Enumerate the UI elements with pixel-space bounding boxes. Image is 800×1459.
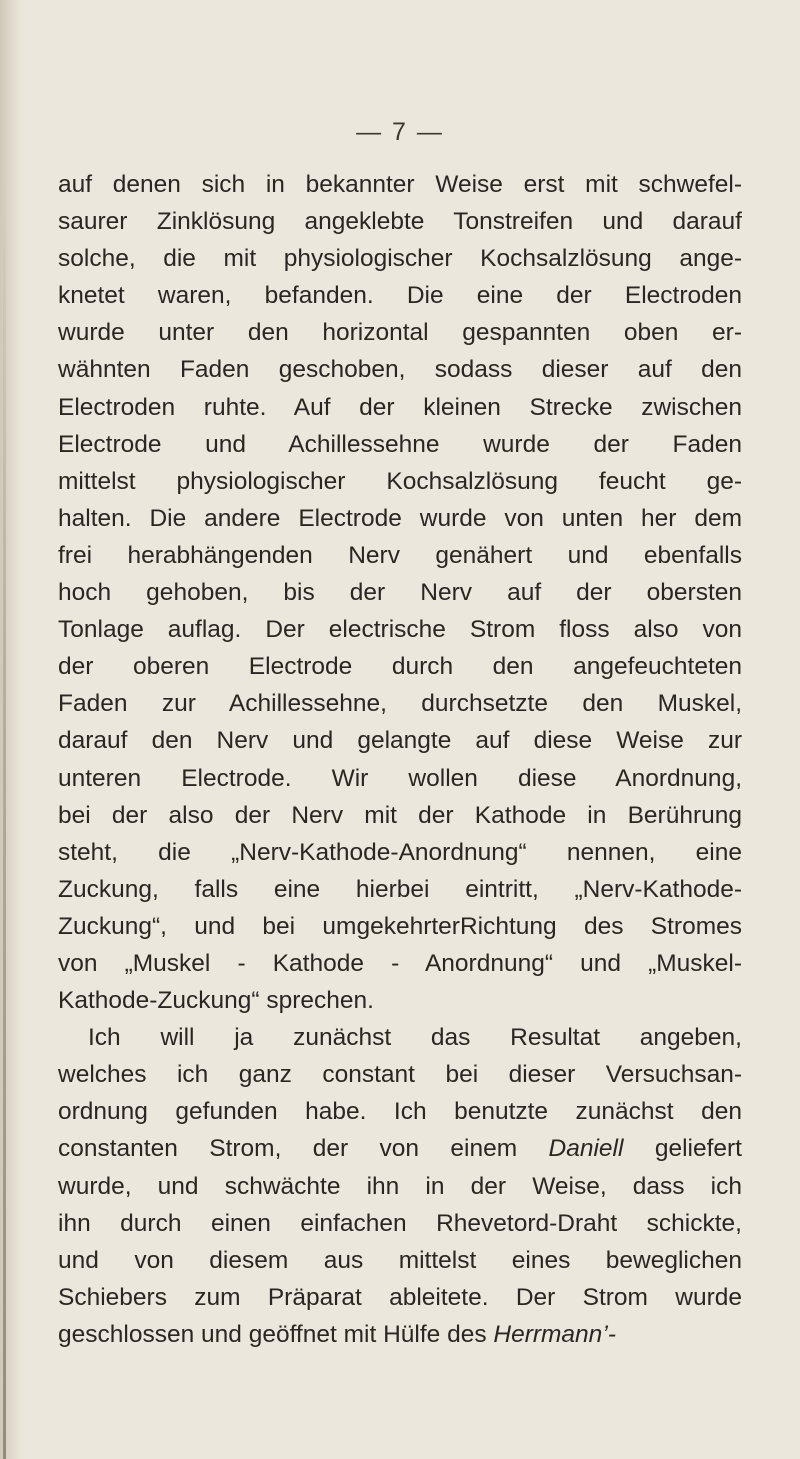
text-line: steht, die „Nerv-Kathode-Anordnung“ nennen, eine — [58, 838, 742, 866]
text-line: frei herabhängenden Nerv genähert und ebenfalls — [58, 541, 742, 569]
text-line: Kathode-Zuckung“ sprechen. — [58, 987, 374, 1015]
text-line-mixed — [58, 1130, 742, 1167]
text-line: Schiebers zum Präparat ableitete. Der Strom wurde — [58, 1283, 742, 1311]
text-line: der oberen Electrode durch den angefeuchteten — [58, 653, 742, 681]
text-segment: constanten Strom, der von einem — [58, 1135, 518, 1163]
text-line: welches ich ganz constant bei dieser Versuchsan- — [58, 1061, 742, 1089]
text-line: Zuckung, falls eine hierbei eintritt, „Nerv-Kathode- — [58, 875, 742, 903]
text-line: saurer Zinklösung angeklebte Tonstreifen und darauf — [58, 208, 742, 236]
text-line: wurde unter den horizontal gespannten oben er- — [58, 319, 742, 347]
text-line: mittelst physiologischer Kochsalzlösung feucht ge- — [58, 467, 742, 495]
text-line: Electroden ruhte. Auf der kleinen Strecke zwischen — [58, 393, 742, 421]
page-number: — 7 — — [356, 118, 444, 146]
text-line: ihn durch einen einfachen Rhevetord-Draht schickte, — [58, 1209, 742, 1237]
text-line: von „Muskel - Kathode - Anordnung“ und „Muskel- — [58, 949, 742, 977]
text-line: Ich will ja zunächst das Resultat angeben, — [88, 1024, 742, 1052]
text-line: unteren Electrode. Wir wollen diese Anordnung, — [58, 764, 742, 792]
text-line: bei der also der Nerv mit der Kathode in Berührung — [58, 801, 742, 829]
text-line: darauf den Nerv und gelangte auf diese Weise zur — [58, 727, 742, 755]
text-line: solche, die mit physiologischer Kochsalzlösung ange- — [58, 245, 742, 273]
text-line: hoch gehoben, bis der Nerv auf der obersten — [58, 579, 742, 607]
text-segment: geschlossen und geöffnet mit Hülfe des — [58, 1320, 487, 1348]
italic-name-daniell: Daniell — [548, 1135, 624, 1163]
text-line: Zuckung“, und bei umgekehrterRichtung des Stromes — [58, 912, 742, 940]
italic-name-herrmann: Herrmann’- — [493, 1320, 616, 1348]
text-line: wähnten Faden geschoben, sodass dieser auf den — [58, 356, 742, 384]
text-line: wurde, und schwächte ihn in der Weise, dass ich — [58, 1172, 742, 1200]
text-line: und von diesem aus mittelst eines beweglichen — [58, 1246, 742, 1274]
text-line: Electrode und Achillessehne wurde der Faden — [58, 430, 742, 458]
text-line: auf denen sich in bekannter Weise erst mit schwefel- — [58, 171, 742, 198]
text-line: ordnung gefunden habe. Ich benutzte zunächst den — [58, 1098, 742, 1126]
text-line: Tonlage auflag. Der electrische Strom floss also von — [58, 616, 742, 644]
page-binding-line — [3, 180, 6, 1459]
text-line: knetet waren, befanden. Die eine der Electroden — [58, 282, 742, 310]
text-line: Faden zur Achillessehne, durchsetzte den Muskel, — [58, 690, 742, 718]
text-line: halten. Die andere Electrode wurde von unten her dem — [58, 504, 742, 532]
body-text — [58, 166, 742, 1353]
text-segment: geliefert — [654, 1135, 742, 1163]
text-line-mixed — [58, 1316, 742, 1353]
